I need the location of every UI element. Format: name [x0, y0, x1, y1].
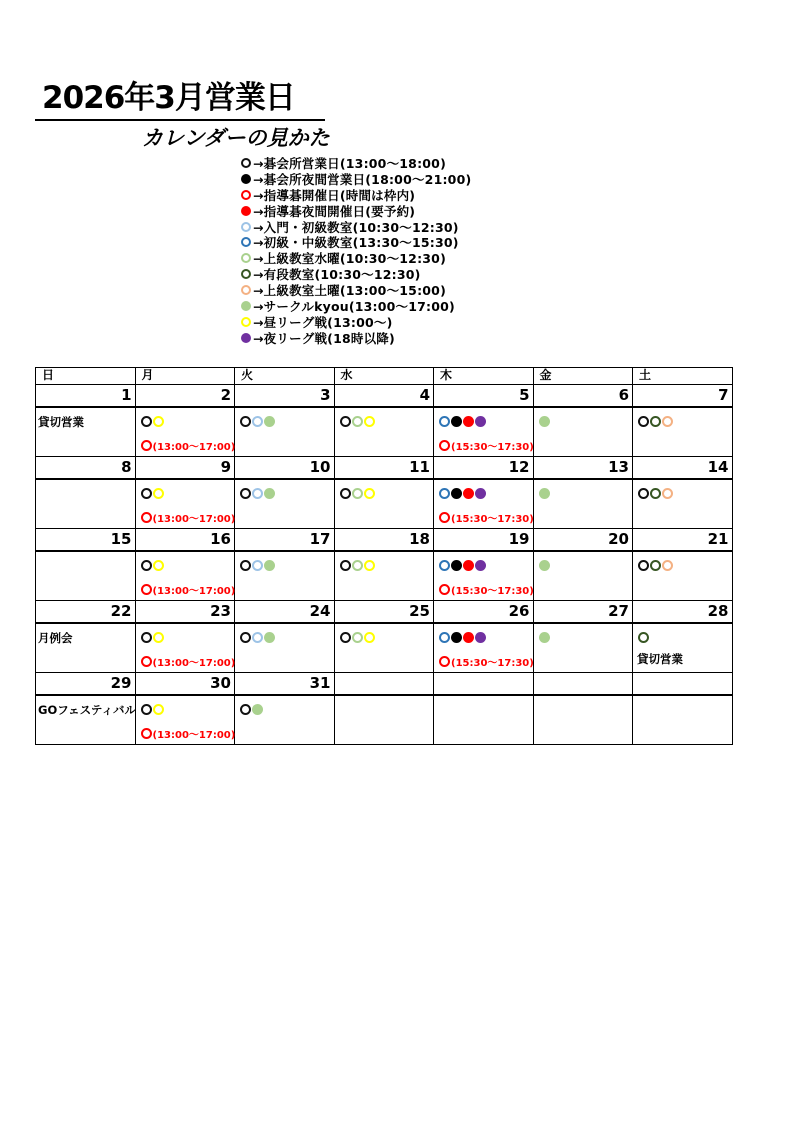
ring-icon: [141, 656, 152, 667]
lesson-time-note: [141, 510, 236, 525]
date-number: 21: [633, 529, 733, 551]
schedule-marks: [240, 632, 275, 643]
date-number: 28: [633, 601, 733, 623]
schedule-marks: [240, 560, 275, 571]
legend-item: [241, 203, 471, 219]
day-cell: [135, 407, 235, 457]
legend-item-label: →初級・中級教室(13:30～15:30): [253, 235, 459, 251]
event-label: 月例会: [38, 630, 73, 645]
day-cell: [36, 695, 136, 745]
calendar-table: [35, 367, 733, 745]
legend-item-label: →碁会所夜間営業日(18:00～21:00): [253, 171, 472, 187]
day-cell: [235, 479, 335, 529]
lesson-time-note: [439, 510, 534, 525]
filled-circle-icon: [264, 488, 275, 499]
date-number: 15: [36, 529, 136, 551]
day-content-row: [36, 695, 733, 745]
date-number: 3: [235, 385, 335, 407]
ring-icon: [352, 560, 363, 571]
schedule-marks: [539, 488, 550, 499]
lesson-time: (15:30～17:30): [451, 585, 534, 597]
ring-icon: [439, 656, 450, 667]
ring-icon: [662, 416, 673, 427]
legend-item: [241, 234, 471, 250]
day-cell: [633, 551, 733, 601]
weekday-header: 月: [135, 368, 235, 385]
ring-icon: [240, 704, 251, 715]
day-cell: [36, 407, 136, 457]
day-cell: [334, 551, 434, 601]
date-row: [36, 529, 733, 551]
ring-icon: [364, 488, 375, 499]
legend-item-label: →夜リーグ戦(18時以降): [253, 330, 395, 346]
ring-icon: [650, 488, 661, 499]
event-label: 貸切営業: [637, 651, 683, 666]
date-number: 5: [434, 385, 534, 407]
legend-item: [241, 171, 471, 187]
ring-icon: [141, 416, 152, 427]
legend-item: [241, 282, 471, 298]
day-cell: [633, 479, 733, 529]
day-cell: [36, 479, 136, 529]
day-cell: [135, 623, 235, 673]
date-number: 19: [434, 529, 534, 551]
schedule-marks: [340, 632, 375, 643]
date-number: 9: [135, 457, 235, 479]
filled-circle-icon: [463, 416, 474, 427]
date-number: 20: [533, 529, 633, 551]
ring-icon: [352, 416, 363, 427]
lesson-time-note: [141, 582, 236, 597]
day-cell: [235, 695, 335, 745]
weekday-header: 水: [334, 368, 434, 385]
filled-circle-icon: [451, 416, 462, 427]
schedule-marks: [539, 632, 550, 643]
filled-circle-icon: [264, 632, 275, 643]
date-number: 13: [533, 457, 633, 479]
schedule-marks: [340, 488, 375, 499]
ring-icon: [662, 560, 673, 571]
day-cell: [434, 623, 534, 673]
legend-item: [241, 219, 471, 235]
ring-icon: [650, 416, 661, 427]
schedule-marks: [340, 560, 375, 571]
filled-circle-icon: [475, 416, 486, 427]
lesson-time: (13:00～17:00): [152, 585, 236, 597]
day-content-row: [36, 623, 733, 673]
ring-icon: [439, 488, 450, 499]
page-title: 2026年3月営業日: [42, 80, 295, 116]
date-row: [36, 673, 733, 695]
filled-circle-icon: [539, 488, 550, 499]
ring-icon: [340, 416, 351, 427]
schedule-marks: [539, 560, 550, 571]
lesson-time-note: [141, 654, 236, 669]
date-number: 18: [334, 529, 434, 551]
date-number: 25: [334, 601, 434, 623]
ring-icon: [439, 560, 450, 571]
schedule-marks: [240, 488, 275, 499]
lesson-time: (15:30～17:30): [451, 657, 534, 669]
legend-item: [241, 155, 471, 171]
event-label: 貸切営業: [38, 414, 84, 429]
date-number: [633, 673, 733, 695]
day-cell: [434, 695, 534, 745]
legend-item: [241, 266, 471, 282]
day-cell: [633, 407, 733, 457]
ring-icon: [241, 158, 251, 168]
ring-icon: [439, 440, 450, 451]
filled-circle-icon: [475, 632, 486, 643]
ring-icon: [638, 632, 649, 643]
weekday-header-row: [36, 368, 733, 385]
ring-icon: [241, 253, 251, 263]
lesson-time-note: [439, 654, 534, 669]
date-number: 24: [235, 601, 335, 623]
filled-circle-icon: [241, 301, 251, 311]
ring-icon: [439, 512, 450, 523]
schedule-marks: [439, 560, 486, 571]
day-cell: [334, 479, 434, 529]
ring-icon: [240, 560, 251, 571]
schedule-marks: [638, 632, 649, 643]
schedule-marks: [240, 416, 275, 427]
date-number: 8: [36, 457, 136, 479]
ring-icon: [153, 704, 164, 715]
date-number: 12: [434, 457, 534, 479]
legend-item-label: →昼リーグ戦(13:00～): [253, 314, 393, 330]
day-cell: [633, 695, 733, 745]
weekday-header: 木: [434, 368, 534, 385]
date-number: 10: [235, 457, 335, 479]
day-cell: [334, 695, 434, 745]
date-number: 27: [533, 601, 633, 623]
ring-icon: [340, 632, 351, 643]
day-cell: [533, 623, 633, 673]
ring-icon: [153, 560, 164, 571]
ring-icon: [638, 560, 649, 571]
weekday-header: 金: [533, 368, 633, 385]
schedule-marks: [141, 560, 164, 571]
ring-icon: [252, 488, 263, 499]
ring-icon: [141, 560, 152, 571]
legend-heading: カレンダーの見かた: [142, 126, 330, 150]
date-number: 23: [135, 601, 235, 623]
schedule-marks: [638, 560, 673, 571]
ring-icon: [141, 512, 152, 523]
filled-circle-icon: [451, 488, 462, 499]
legend: [241, 155, 471, 346]
legend-item: [241, 330, 471, 346]
title-underline: [35, 119, 325, 121]
ring-icon: [439, 632, 450, 643]
ring-icon: [153, 632, 164, 643]
legend-item-label: →碁会所営業日(13:00～18:00): [253, 155, 446, 171]
ring-icon: [638, 488, 649, 499]
filled-circle-icon: [475, 560, 486, 571]
schedule-marks: [240, 704, 263, 715]
schedule-marks: [638, 416, 673, 427]
filled-circle-icon: [463, 560, 474, 571]
date-number: 11: [334, 457, 434, 479]
schedule-marks: [439, 416, 486, 427]
ring-icon: [662, 488, 673, 499]
ring-icon: [364, 416, 375, 427]
ring-icon: [141, 488, 152, 499]
ring-icon: [141, 584, 152, 595]
date-number: [533, 673, 633, 695]
filled-circle-icon: [463, 488, 474, 499]
ring-icon: [252, 560, 263, 571]
day-cell: [334, 407, 434, 457]
day-cell: [235, 551, 335, 601]
ring-icon: [240, 632, 251, 643]
ring-icon: [352, 488, 363, 499]
date-number: 29: [36, 673, 136, 695]
ring-icon: [141, 704, 152, 715]
filled-circle-icon: [539, 632, 550, 643]
filled-circle-icon: [264, 416, 275, 427]
day-cell: [334, 623, 434, 673]
date-number: 4: [334, 385, 434, 407]
weekday-header: 日: [36, 368, 136, 385]
legend-item-label: →上級教室水曜(10:30～12:30): [253, 251, 446, 267]
date-number: 17: [235, 529, 335, 551]
filled-circle-icon: [539, 416, 550, 427]
filled-circle-icon: [539, 560, 550, 571]
legend-item-label: →入門・初級教室(10:30～12:30): [253, 219, 459, 235]
filled-circle-icon: [475, 488, 486, 499]
schedule-marks: [638, 488, 673, 499]
ring-icon: [439, 584, 450, 595]
lesson-time-note: [439, 582, 534, 597]
ring-icon: [141, 728, 152, 739]
legend-item: [241, 314, 471, 330]
lesson-time: (13:00～17:00): [152, 657, 236, 669]
date-number: 16: [135, 529, 235, 551]
ring-icon: [364, 560, 375, 571]
ring-icon: [241, 222, 251, 232]
date-number: 30: [135, 673, 235, 695]
day-cell: [633, 623, 733, 673]
date-number: [434, 673, 534, 695]
filled-circle-icon: [241, 206, 251, 216]
ring-icon: [141, 440, 152, 451]
ring-icon: [241, 285, 251, 295]
date-number: 1: [36, 385, 136, 407]
ring-icon: [439, 416, 450, 427]
day-cell: [135, 695, 235, 745]
date-number: 2: [135, 385, 235, 407]
lesson-time: (13:00～17:00): [152, 513, 236, 525]
ring-icon: [241, 317, 251, 327]
filled-circle-icon: [241, 174, 251, 184]
day-cell: [533, 479, 633, 529]
ring-icon: [240, 488, 251, 499]
legend-item-label: →上級教室土曜(13:00～15:00): [253, 283, 446, 299]
legend-item: [241, 250, 471, 266]
legend-item-label: →サークルkyou(13:00～17:00): [253, 298, 455, 314]
legend-item: [241, 298, 471, 314]
ring-icon: [241, 190, 251, 200]
day-content-row: [36, 407, 733, 457]
day-cell: [235, 623, 335, 673]
date-number: 14: [633, 457, 733, 479]
ring-icon: [141, 632, 152, 643]
legend-item-label: →指導碁夜間開催日(要予約): [253, 203, 416, 219]
schedule-marks: [141, 488, 164, 499]
day-cell: [533, 407, 633, 457]
day-cell: [36, 623, 136, 673]
filled-circle-icon: [451, 632, 462, 643]
lesson-time: (15:30～17:30): [451, 441, 534, 453]
day-cell: [533, 695, 633, 745]
date-row: [36, 457, 733, 479]
schedule-marks: [539, 416, 550, 427]
ring-icon: [153, 488, 164, 499]
ring-icon: [252, 632, 263, 643]
day-cell: [135, 479, 235, 529]
schedule-marks: [141, 416, 164, 427]
day-cell: [235, 407, 335, 457]
ring-icon: [252, 416, 263, 427]
filled-circle-icon: [241, 333, 251, 343]
date-number: 22: [36, 601, 136, 623]
ring-icon: [340, 488, 351, 499]
day-cell: [434, 551, 534, 601]
filled-circle-icon: [252, 704, 263, 715]
filled-circle-icon: [264, 560, 275, 571]
day-cell: [533, 551, 633, 601]
legend-item-label: →有段教室(10:30～12:30): [253, 267, 421, 283]
legend-item-label: →指導碁開催日(時間は枠内): [253, 187, 416, 203]
weekday-header: 土: [633, 368, 733, 385]
date-row: [36, 385, 733, 407]
date-row: [36, 601, 733, 623]
day-cell: [434, 407, 534, 457]
schedule-marks: [141, 704, 164, 715]
schedule-marks: [439, 632, 486, 643]
date-number: [334, 673, 434, 695]
day-cell: [434, 479, 534, 529]
schedule-marks: [439, 488, 486, 499]
legend-item: [241, 187, 471, 203]
ring-icon: [352, 632, 363, 643]
schedule-marks: [141, 632, 164, 643]
schedule-marks: [340, 416, 375, 427]
lesson-time: (13:00～17:00): [152, 441, 236, 453]
day-cell: [36, 551, 136, 601]
lesson-time-note: [439, 438, 534, 453]
event-label: GOフェスティバル: [38, 702, 136, 717]
date-number: 6: [533, 385, 633, 407]
ring-icon: [340, 560, 351, 571]
lesson-time-note: [141, 726, 236, 741]
ring-icon: [364, 632, 375, 643]
date-number: 7: [633, 385, 733, 407]
weekday-header: 火: [235, 368, 335, 385]
day-cell: [135, 551, 235, 601]
ring-icon: [241, 269, 251, 279]
ring-icon: [638, 416, 649, 427]
day-content-row: [36, 479, 733, 529]
date-number: 31: [235, 673, 335, 695]
lesson-time-note: [141, 438, 236, 453]
day-content-row: [36, 551, 733, 601]
ring-icon: [153, 416, 164, 427]
ring-icon: [650, 560, 661, 571]
date-number: 26: [434, 601, 534, 623]
ring-icon: [240, 416, 251, 427]
lesson-time: (13:00～17:00): [152, 729, 236, 741]
ring-icon: [241, 237, 251, 247]
filled-circle-icon: [451, 560, 462, 571]
lesson-time: (15:30～17:30): [451, 513, 534, 525]
filled-circle-icon: [463, 632, 474, 643]
